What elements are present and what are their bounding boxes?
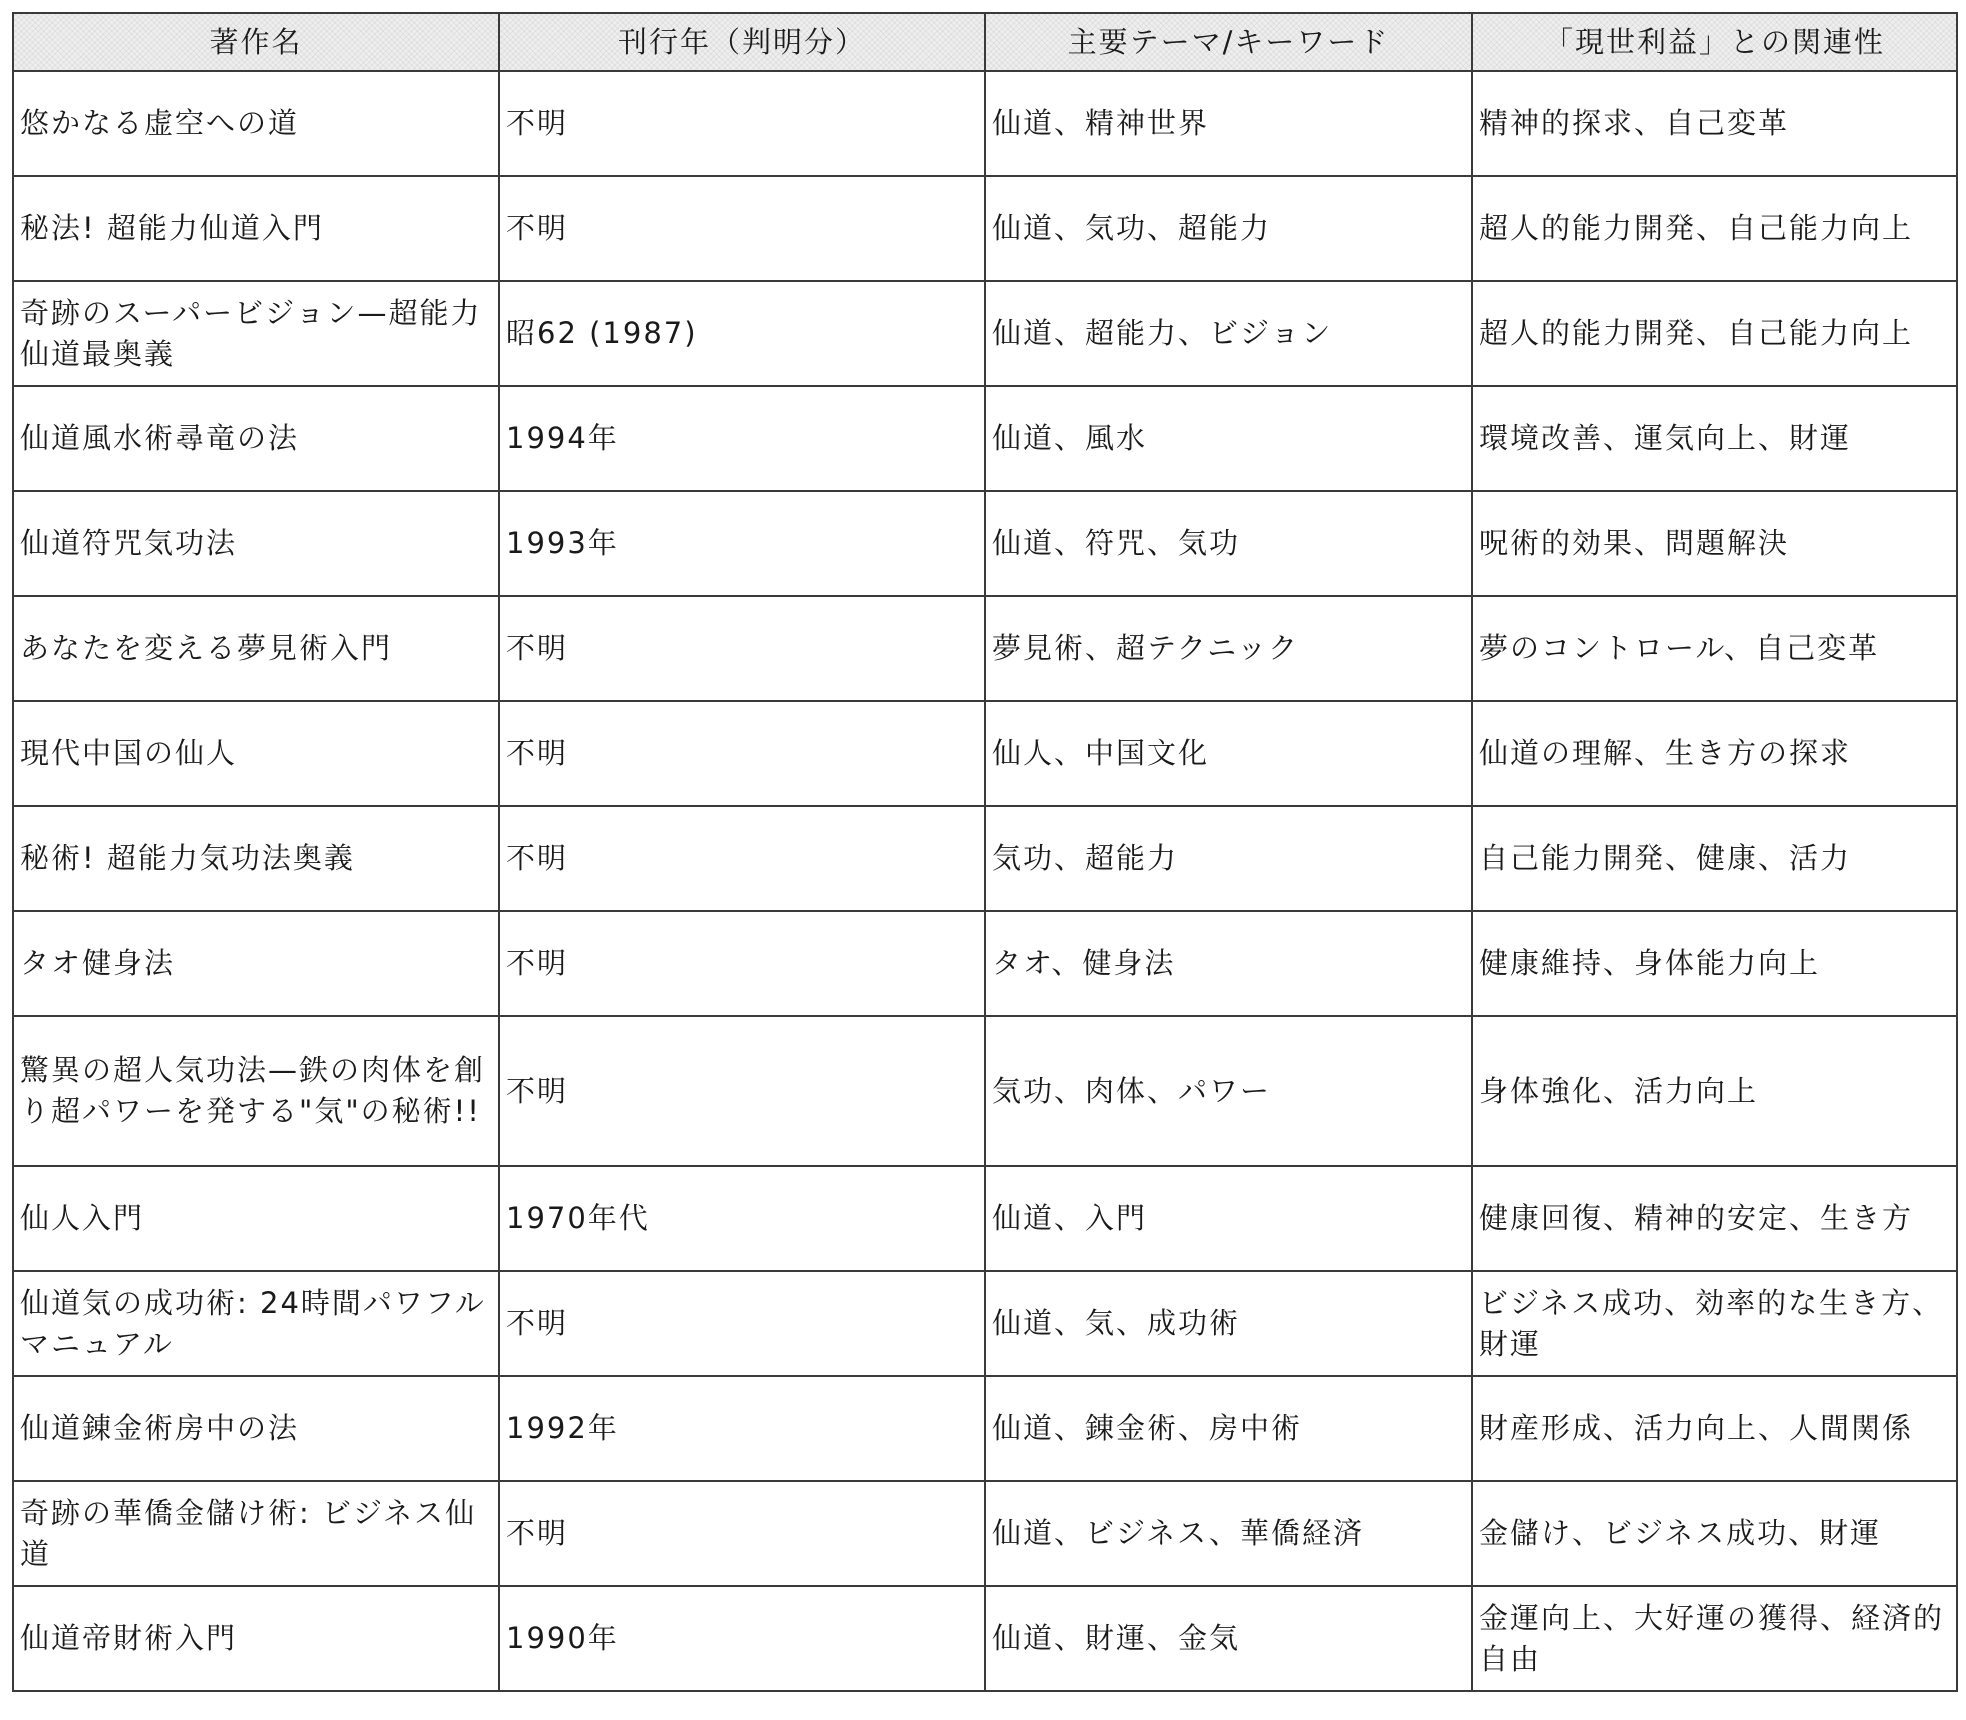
- cell-relevance: ビジネス成功、効率的な生き方、財運: [1472, 1271, 1957, 1376]
- table-row: [13, 1271, 1957, 1376]
- cell-relevance: 呪術的効果、問題解決: [1472, 491, 1957, 596]
- table-container: [12, 12, 1958, 1692]
- cell-title: 奇跡のスーパービジョン—超能力仙道最奥義: [13, 281, 499, 386]
- cell-theme: 気功、肉体、パワー: [985, 1016, 1472, 1166]
- table-row: [13, 596, 1957, 701]
- cell-theme: 仙道、財運、金気: [985, 1586, 1472, 1691]
- cell-year: 不明: [499, 176, 985, 281]
- table-row: [13, 1586, 1957, 1691]
- cell-year: 昭62 (1987): [499, 281, 985, 386]
- cell-year: 不明: [499, 596, 985, 701]
- cell-year: 不明: [499, 71, 985, 176]
- cell-relevance: 健康回復、精神的安定、生き方: [1472, 1166, 1957, 1271]
- table-row: [13, 911, 1957, 1016]
- table-row: [13, 1166, 1957, 1271]
- cell-title: 奇跡の華僑金儲け術: ビジネス仙道: [13, 1481, 499, 1586]
- cell-year: 不明: [499, 806, 985, 911]
- cell-relevance: 金運向上、大好運の獲得、経済的自由: [1472, 1586, 1957, 1691]
- cell-theme: 仙人、中国文化: [985, 701, 1472, 806]
- cell-theme: 仙道、超能力、ビジョン: [985, 281, 1472, 386]
- cell-year: 不明: [499, 1016, 985, 1166]
- cell-relevance: 金儲け、ビジネス成功、財運: [1472, 1481, 1957, 1586]
- cell-theme: タオ、健身法: [985, 911, 1472, 1016]
- table-row: [13, 71, 1957, 176]
- cell-title: 仙道風水術尋竜の法: [13, 386, 499, 491]
- cell-relevance: 超人的能力開発、自己能力向上: [1472, 176, 1957, 281]
- table-row: [13, 1481, 1957, 1586]
- cell-title: 驚異の超人気功法—鉄の肉体を創り超パワーを発する"気"の秘術!!: [13, 1016, 499, 1166]
- cell-title: 仙道錬金術房中の法: [13, 1376, 499, 1481]
- cell-title: 仙道気の成功術: 24時間パワフルマニュアル: [13, 1271, 499, 1376]
- cell-relevance: 環境改善、運気向上、財運: [1472, 386, 1957, 491]
- header-theme: 主要テーマ/キーワード: [985, 13, 1472, 71]
- table-row: [13, 1376, 1957, 1481]
- header-relevance: 「現世利益」との関連性: [1472, 13, 1957, 71]
- table-row: [13, 491, 1957, 596]
- header-title: 著作名: [13, 13, 499, 71]
- cell-relevance: 仙道の理解、生き方の探求: [1472, 701, 1957, 806]
- cell-theme: 仙道、錬金術、房中術: [985, 1376, 1472, 1481]
- cell-title: 仙道帝財術入門: [13, 1586, 499, 1691]
- cell-title: 秘法! 超能力仙道入門: [13, 176, 499, 281]
- cell-theme: 気功、超能力: [985, 806, 1472, 911]
- cell-relevance: 夢のコントロール、自己変革: [1472, 596, 1957, 701]
- cell-year: 不明: [499, 911, 985, 1016]
- cell-relevance: 財産形成、活力向上、人間関係: [1472, 1376, 1957, 1481]
- cell-year: 1993年: [499, 491, 985, 596]
- table-row: [13, 281, 1957, 386]
- cell-title: 現代中国の仙人: [13, 701, 499, 806]
- table-row: [13, 806, 1957, 911]
- cell-theme: 仙道、ビジネス、華僑経済: [985, 1481, 1472, 1586]
- cell-year: 不明: [499, 701, 985, 806]
- cell-year: 1992年: [499, 1376, 985, 1481]
- cell-year: 1970年代: [499, 1166, 985, 1271]
- cell-theme: 夢見術、超テクニック: [985, 596, 1472, 701]
- cell-title: タオ健身法: [13, 911, 499, 1016]
- header-year: 刊行年（判明分）: [499, 13, 985, 71]
- cell-theme: 仙道、入門: [985, 1166, 1472, 1271]
- cell-relevance: 身体強化、活力向上: [1472, 1016, 1957, 1166]
- cell-theme: 仙道、気、成功術: [985, 1271, 1472, 1376]
- books-table: [12, 12, 1958, 1692]
- table-row: [13, 176, 1957, 281]
- cell-year: 不明: [499, 1481, 985, 1586]
- cell-relevance: 健康維持、身体能力向上: [1472, 911, 1957, 1016]
- cell-relevance: 精神的探求、自己変革: [1472, 71, 1957, 176]
- table-row: [13, 1016, 1957, 1166]
- table-row: [13, 386, 1957, 491]
- cell-title: 仙道符咒気功法: [13, 491, 499, 596]
- cell-theme: 仙道、精神世界: [985, 71, 1472, 176]
- cell-title: あなたを変える夢見術入門: [13, 596, 499, 701]
- cell-theme: 仙道、符咒、気功: [985, 491, 1472, 596]
- cell-theme: 仙道、気功、超能力: [985, 176, 1472, 281]
- table-row: [13, 701, 1957, 806]
- cell-title: 悠かなる虚空への道: [13, 71, 499, 176]
- cell-theme: 仙道、風水: [985, 386, 1472, 491]
- cell-title: 秘術! 超能力気功法奥義: [13, 806, 499, 911]
- cell-year: 1990年: [499, 1586, 985, 1691]
- cell-relevance: 超人的能力開発、自己能力向上: [1472, 281, 1957, 386]
- cell-relevance: 自己能力開発、健康、活力: [1472, 806, 1957, 911]
- header-row: [13, 13, 1957, 71]
- cell-year: 1994年: [499, 386, 985, 491]
- cell-year: 不明: [499, 1271, 985, 1376]
- cell-title: 仙人入門: [13, 1166, 499, 1271]
